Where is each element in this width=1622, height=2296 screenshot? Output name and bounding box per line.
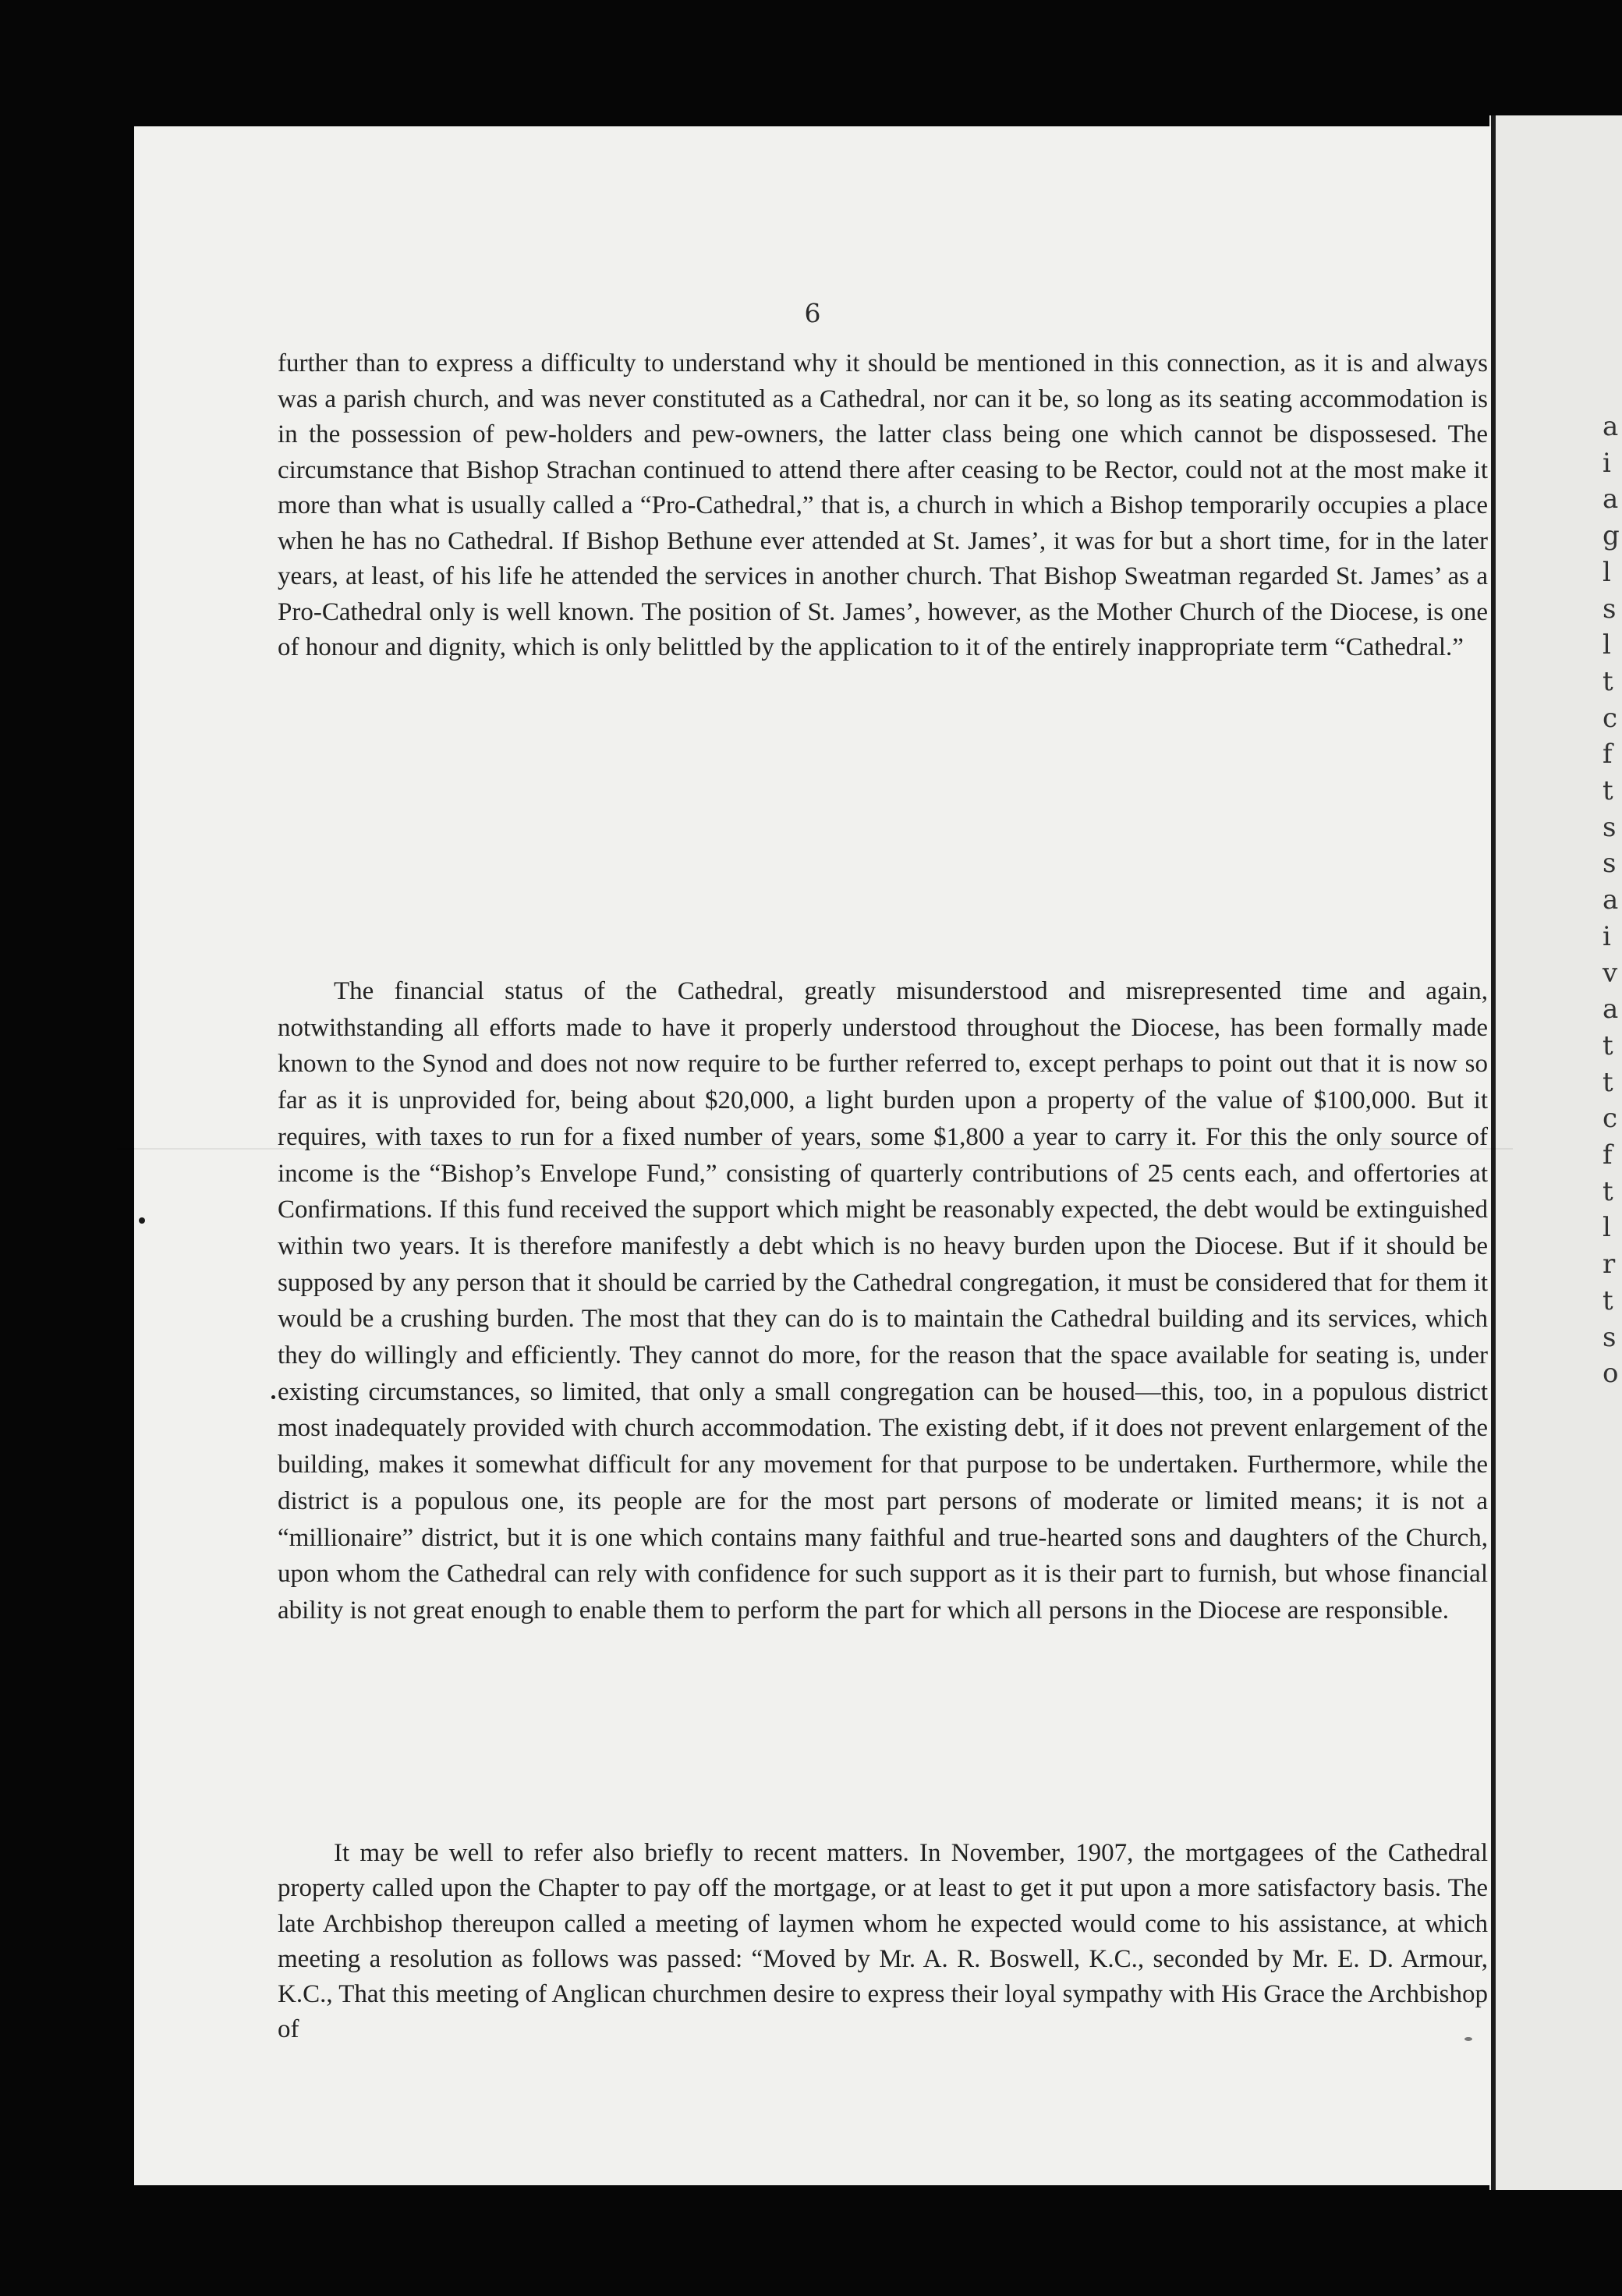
adjacent-page-edge bbox=[1491, 115, 1496, 2190]
adjacent-page-fragment: r bbox=[1603, 1249, 1616, 1281]
adjacent-page-fragment: f bbox=[1603, 739, 1613, 771]
adjacent-page-fragment: a bbox=[1603, 884, 1619, 916]
adjacent-page-fragment: f bbox=[1603, 1139, 1613, 1171]
adjacent-page-fragment: a bbox=[1603, 484, 1619, 516]
scan-speck bbox=[139, 1217, 145, 1224]
adjacent-page-fragment: i bbox=[1603, 447, 1611, 479]
adjacent-page-fragment: s bbox=[1603, 1321, 1617, 1353]
scan-speck bbox=[1464, 2037, 1472, 2041]
adjacent-page-fragment: s bbox=[1603, 811, 1617, 843]
page-number: 6 bbox=[804, 298, 821, 328]
adjacent-page-fragment: t bbox=[1603, 1284, 1613, 1316]
adjacent-page-fragment: t bbox=[1603, 665, 1613, 697]
adjacent-page-fragment: c bbox=[1603, 1103, 1618, 1135]
paragraph-3: It may be well to refer also briefly to recent matters. In November, 1907, the mortgagees of the Cathedral property called upon the Chapter to pay off the mortgage, or at least to get it put upon a more satisfactory basis. The late Archbishop thereupon called a meeting of laymen whom he expected would come to his assistance, at which meeting a resolution as follows was passed: “Moved by Mr. A. R. Boswell, K.C., seconded by Mr. E. D. Armour, K.C., That this meeting of Anglican churchmen desire to express their loyal sympathy with His Grace the Archbishop of bbox=[278, 1839, 1488, 2044]
paragraph-2: The financial status of the Cathedral, greatly misunderstood and misrepresented time and again, notwithstanding all efforts made to have it properly understood throughout the Diocese, has been formally made known to the Synod and does not now require to be further referred to, except perhaps to point out that it is now so far as it is unprovided for, being about $20,000, a light burden upon a property of the value of $100,000. But it requires, with taxes to run for a fixed number of years, some $1,800 a year to carry it. For this the only source of income is the “Bishop’s Envelope Fund,” consisting of quarterly contributions of 25 cents each, and offertories at Confirmations. If this fund received the support which might be reasonably expected, the debt would be extinguished within two years. It is therefore manifestly a debt which is no heavy burden upon the Diocese. But if it should be supposed by any person that it should be carried by the Cathedral congregation, it must be considered that for them it would be a crushing burden. The most that they can do is to maintain the Cathedral building and its services, which they do willingly and efficiently. They cannot do more, for the reason that the space available for seating is, under existing circumstances, so limited, that only a small congregation can be housed—this, too, in a populous district most inadequately provided with church accommodation. The existing debt, if it does not prevent enlargement of the building, makes it somewhat difficult for any movement for that purpose to be undertaken. Furthermore, while the district is a populous one, its people are for the most part persons of moderate or limited means; it is not a “millionaire” district, but it is one which contains many faithful and true-hearted sons and daughters of the Church, upon whom the Cathedral can rely with confidence for such support as it is their part to furnish, but whose financial ability is not great enough to enable them to perform the part for which all persons in the Diocese are responsible. bbox=[278, 977, 1488, 1625]
adjacent-page-fragment: t bbox=[1603, 1175, 1613, 1207]
adjacent-page-fragment: a bbox=[1603, 994, 1619, 1026]
adjacent-page-fragment: v bbox=[1603, 957, 1618, 989]
adjacent-page-fragment: l bbox=[1603, 1212, 1611, 1244]
adjacent-page-fragment: l bbox=[1603, 629, 1611, 661]
adjacent-page-fragment: t bbox=[1603, 1066, 1613, 1098]
adjacent-page-fragment: s bbox=[1603, 593, 1617, 625]
adjacent-page-fragment: o bbox=[1603, 1358, 1619, 1390]
adjacent-page-fragment: t bbox=[1603, 775, 1613, 806]
adjacent-page-fragment: a bbox=[1603, 411, 1619, 442]
adjacent-page-fragment: t bbox=[1603, 1029, 1613, 1061]
adjacent-page-fragment: i bbox=[1603, 920, 1611, 952]
document-page bbox=[134, 126, 1491, 2185]
scan-fold-line bbox=[117, 1148, 1513, 1150]
adjacent-page-fragment: c bbox=[1603, 702, 1618, 734]
paragraph-1: further than to express a difficulty to understand why it should be mentioned in this connection, as it is and always was a parish church, and was never constituted as a Cathedral, nor can it be, so long as its seating accommodation is in the possession of pew-holders and pew-owners, the latter class being one which cannot be dispossesed. The circumstance that Bishop Strachan continued to attend there after ceasing to be Rector, could not at the most make it more than what is usually called a “Pro-Cathedral,” that is, a church in which a Bishop temporarily occupies a place when he has no Cathedral. If Bishop Bethune ever attended at St. James’, it was for but a short time, for in the later years, at least, of his life he attended the services in another church. That Bishop Sweatman regarded St. James’ as a Pro-Cathedral only is well known. The position of St. James’, however, as the Mother Church of the Diocese, is one of honour and dignity, which is only belittled by the application to it of the entirely inappropriate term “Cathedral.” bbox=[278, 349, 1488, 661]
adjacent-page-fragment: g bbox=[1603, 520, 1620, 552]
scan-speck bbox=[271, 1395, 275, 1399]
adjacent-page-fragment: s bbox=[1603, 848, 1617, 880]
adjacent-page-fragment: l bbox=[1603, 556, 1611, 588]
